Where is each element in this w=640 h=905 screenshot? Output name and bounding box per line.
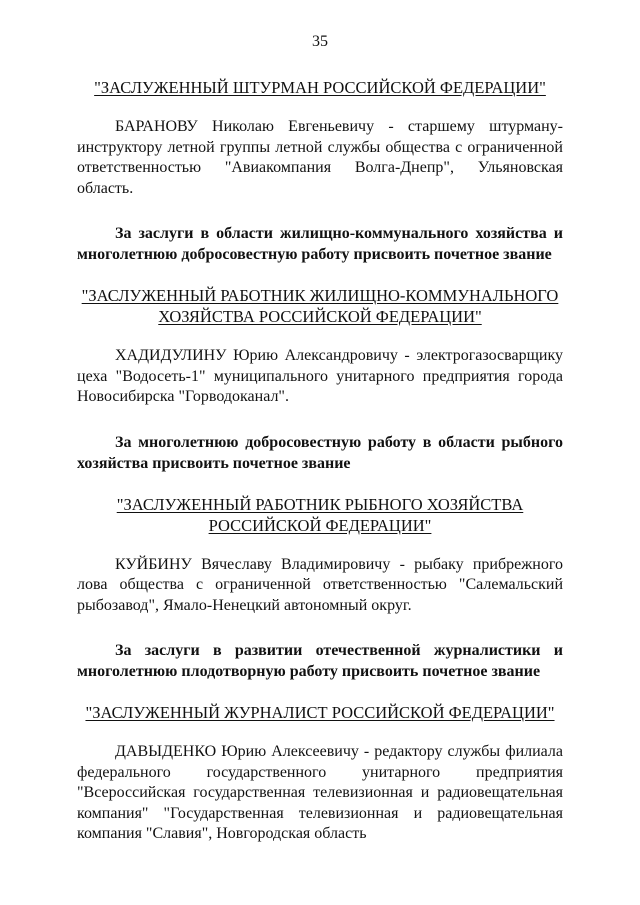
honorary-title-navigator: "ЗАСЛУЖЕННЫЙ ШТУРМАН РОССИЙСКОЙ ФЕДЕРАЦИИ" xyxy=(94,78,546,97)
honorary-title-line: ХОЗЯЙСТВА РОССИЙСКОЙ ФЕДЕРАЦИИ" xyxy=(158,307,482,326)
recipient-paragraph-kuibin: КУЙБИНУ Вячеславу Владимировичу - рыбаку прибрежного лова общества с ограниченной ответственностью "Салемальский рыбозавод", Ямало-Ненецкий автономный округ. xyxy=(77,555,563,614)
honorary-title-line: "ЗАСЛУЖЕННЫЙ РАБОТНИК ЖИЛИЩНО-КОММУНАЛЬНОГО xyxy=(81,286,559,305)
decree-journalism: За заслуги в развитии отечественной журналистики и многолетнюю плодотворную работу присвоить почетное звание xyxy=(77,642,563,680)
honorary-title-fishery xyxy=(77,494,563,536)
recipient-paragraph-baranov: БАРАНОВУ Николаю Евгеньевичу - старшему штурману-инструктору летной группы летной службы общества с ограниченной ответственностью "Авиакомпания Волга-Днепр", Ульяновская область. xyxy=(77,118,563,197)
decree-housing-utilities: За заслуги в области жилищно-коммунального хозяйства и многолетнюю добросовестную работу присвоить почетное звание xyxy=(77,225,563,263)
honorary-title-line: РОССИЙСКОЙ ФЕДЕРАЦИИ" xyxy=(208,515,432,535)
page-number: 35 xyxy=(312,33,328,50)
recipient-paragraph-khadidulin: ХАДИДУЛИНУ Юрию Александровичу - электрогазосварщику цеха "Водосеть-1" муниципального унитарного предприятия города Новосибирска "Горводоканал". xyxy=(77,347,563,405)
document-body xyxy=(77,77,563,845)
decree-fishery: За многолетнюю добросовестную работу в области рыбного хозяйства присвоить почетное звание xyxy=(77,433,563,472)
honorary-title-housing-utilities xyxy=(77,285,563,327)
honorary-title-line: "ЗАСЛУЖЕННЫЙ РАБОТНИК РЫБНОГО ХОЗЯЙСТВА xyxy=(116,494,524,514)
honorary-title-journalist: "ЗАСЛУЖЕННЫЙ ЖУРНАЛИСТ РОССИЙСКОЙ ФЕДЕРАЦИИ" xyxy=(85,703,555,722)
recipient-paragraph-davydenko: ДАВЫДЕНКО Юрию Алексеевичу - редактору службы филиала федерального государственного унитарного предприятия "Всероссийская государственная телевизионная и радиовещательная компания" "Государственная телевизионная и радиовещательная компания "Славия", Новгородская область xyxy=(77,743,563,842)
